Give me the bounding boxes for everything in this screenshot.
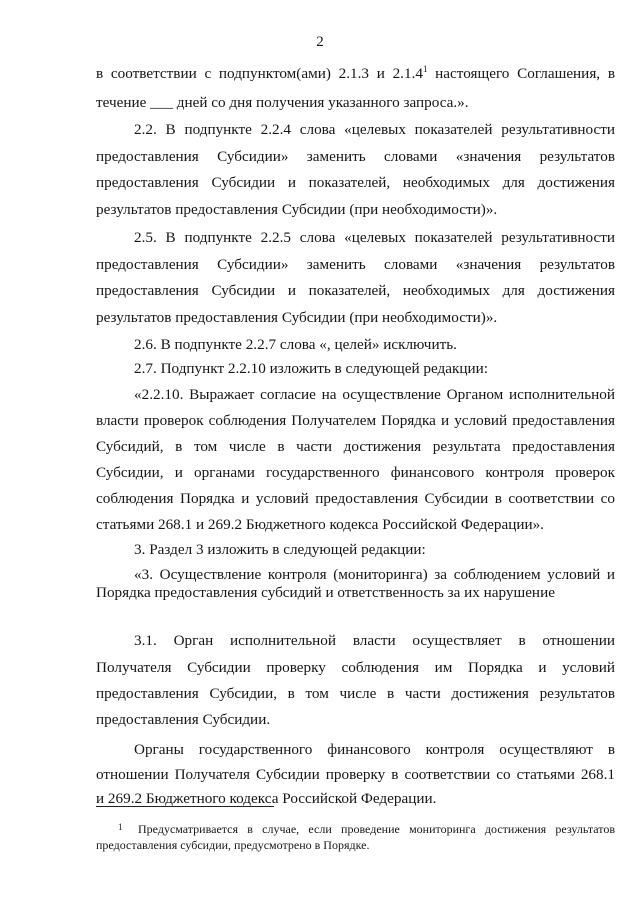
quote-2-2-10-line: статьями 268.1 и 269.2 Бюджетного кодекса Российской Федерации».: [96, 516, 544, 533]
paragraph-organs-line: Органы государственного финансового контроля осуществляют в: [134, 741, 615, 758]
paragraph-2-7: 2.7. Подпункт 2.2.10 изложить в следующей редакции:: [134, 360, 488, 377]
paragraph-3-1-line: предоставления Субсидии, в том числе в части достижения результатов: [96, 685, 615, 702]
text-line: [96, 65, 615, 83]
paragraph-3: 3. Раздел 3 изложить в следующей редакции:: [134, 541, 426, 558]
quote-2-2-10-line: «2.2.10. Выражает согласие на осуществление Органом исполнительной: [134, 386, 615, 403]
paragraph-2-2-line: предоставления Субсидии» заменить словами «значения результатов: [96, 148, 615, 165]
footnote-reference: 1: [422, 63, 428, 74]
footnote-separator: [96, 806, 274, 807]
quote-2-2-10-line: Субсидий, в том числе в части достижения результата предоставления: [96, 438, 615, 455]
text-line-part: настоящего Соглашения, в: [427, 65, 615, 82]
text-line-part: в соответствии с подпунктом(ами) 2.1.3 и 2.1.4: [96, 65, 423, 82]
paragraph-2-2-line: результатов предоставления Субсидии (при необходимости)».: [96, 201, 498, 218]
page-number: 2: [316, 34, 324, 50]
paragraph-3-1-line: предоставления Субсидии.: [96, 711, 271, 728]
paragraph-2-5-line: предоставления Субсидии и показателей, необходимых для достижения: [96, 282, 615, 299]
paragraph-organs-line: отношении Получателя Субсидии проверку в соответствии со статьями 268.1: [96, 766, 615, 783]
paragraph-3-1-line: Получателя Субсидии проверку соблюдения им Порядка и условий: [96, 659, 615, 676]
paragraph-2-2-line: предоставления Субсидии и показателей, необходимых для достижения: [96, 174, 615, 191]
paragraph-2-5-line: 2.5. В подпункте 2.2.5 слова «целевых показателей результативности: [134, 229, 615, 246]
paragraph-2-2-line: 2.2. В подпункте 2.2.4 слова «целевых показателей результативности: [134, 121, 615, 138]
text-line: течение ___ дней со дня получения указанного запроса.».: [96, 94, 469, 111]
footnote-text-line: предоставления субсидии, предусмотрено в Порядке.: [96, 838, 370, 852]
quote-2-2-10-line: соблюдения Порядка и условий предоставления Субсидии в соответствии со: [96, 490, 615, 507]
paragraph-organs-line: и 269.2 Бюджетного кодекса Российской Федерации.: [96, 790, 437, 807]
quote-2-2-10-line: власти проверок соблюдения Получателем Порядка и условий предоставления: [96, 412, 615, 429]
footnote-text-line: Предусматривается в случае, если проведение мониторинга достижения результатов: [138, 822, 615, 836]
paragraph-2-5-line: результатов предоставления Субсидии (при необходимости)».: [96, 309, 498, 326]
footnote-marker: 1: [118, 822, 123, 832]
quote-2-2-10-line: Субсидии, и органами государственного финансового контроля проверок: [96, 464, 615, 481]
section-3-title-line: Порядка предоставления субсидий и ответственность за их нарушение: [96, 584, 555, 601]
paragraph-3-1-line: 3.1. Орган исполнительной власти осуществляет в отношении: [134, 632, 615, 649]
paragraph-2-6: 2.6. В подпункте 2.2.7 слова «, целей» исключить.: [134, 336, 457, 353]
section-3-title-line: «3. Осуществление контроля (мониторинга) за соблюдением условий и: [134, 566, 615, 583]
paragraph-2-5-line: предоставления Субсидии» заменить словами «значения результатов: [96, 256, 615, 273]
